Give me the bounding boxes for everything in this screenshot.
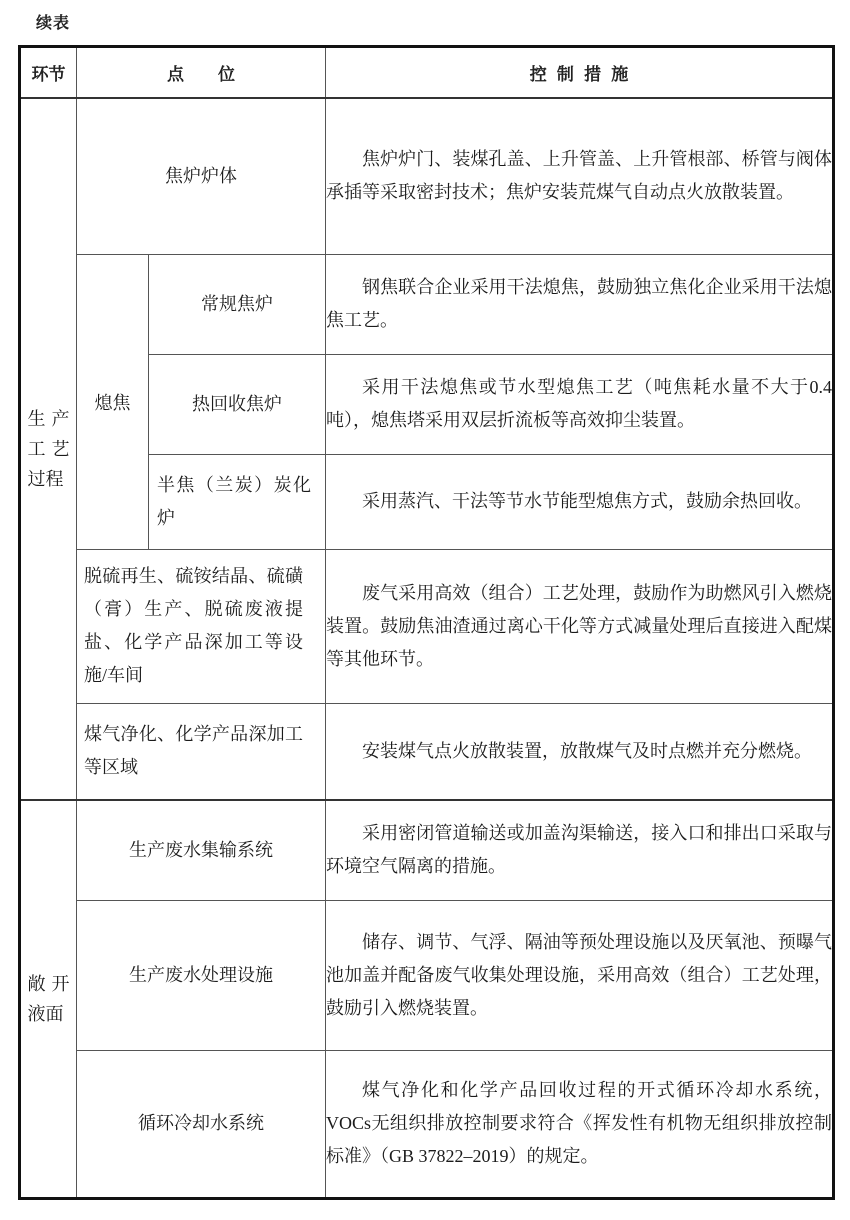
table-row (20, 900, 834, 1050)
measure-text: 安装煤气点火放散装置，放散煤气及时点燃并充分燃烧。 (362, 740, 812, 761)
stage-label: 敞开 液面 (27, 973, 70, 1024)
measure-cell (326, 98, 834, 254)
control-measures-table (18, 45, 835, 1200)
subgroup-quenching: 熄焦 (77, 254, 149, 549)
stage-label: 生产 工艺 过程 (27, 409, 70, 489)
measure-text: 采用干法熄焦或节水型熄焦工艺（吨焦耗水量不大于0.4吨），熄焦塔采用双层折流板等高效抑尘装置。 (326, 377, 832, 430)
table-row (20, 98, 834, 254)
measure-text: 采用蒸汽、干法等节水节能型熄焦方式，鼓励余热回收。 (362, 491, 812, 511)
header-link: 环节 (20, 47, 77, 99)
point-cell: 脱硫再生、硫铵结晶、硫磺（膏）生产、脱硫废液提盐、化学产品深加工等设施/车间 (77, 549, 326, 703)
measure-cell (326, 800, 834, 900)
point-cell: 焦炉炉体 (77, 98, 326, 254)
measure-cell (326, 703, 834, 800)
measure-text: 煤气净化和化学产品回收过程的开式循环冷却水系统，VOCs无组织排放控制要求符合《挥发性有机物无组织排放控制标准》（GB 37822–2019）的规定。 (326, 1080, 832, 1166)
point-cell: 生产废水处理设施 (77, 900, 326, 1050)
continued-table-label: 续表 (36, 15, 71, 32)
measure-text: 采用密闭管道输送或加盖沟渠输送，接入口和排出口采取与环境空气隔离的措施。 (326, 823, 832, 877)
header-point: 点位 (77, 47, 326, 99)
measure-cell (326, 1050, 834, 1198)
header-measures: 控制措施 (326, 47, 834, 99)
measure-cell (326, 549, 834, 703)
measure-text: 储存、调节、气浮、隔油等预处理设施以及厌氧池、预曝气池加盖并配备废气收集处理设施，采用高效（组合）工艺处理，鼓励引入燃烧装置。 (326, 931, 832, 1018)
table-row (20, 1050, 834, 1198)
stage-open-liquid-surface (20, 800, 77, 1198)
point-cell: 生产废水集输系统 (77, 800, 326, 900)
point-cell: 热回收焦炉 (149, 354, 326, 454)
measure-cell (326, 900, 834, 1050)
measure-cell (326, 354, 834, 454)
table-row (20, 703, 834, 800)
point-cell: 常规焦炉 (149, 254, 326, 354)
measure-text: 钢焦联合企业采用干法熄焦，鼓励独立焦化企业采用干法熄焦工艺。 (326, 277, 832, 330)
table-row (20, 549, 834, 703)
point-cell: 半焦（兰炭）炭化炉 (149, 454, 326, 549)
point-cell: 循环冷却水系统 (77, 1050, 326, 1198)
measure-text: 焦炉炉门、装煤孔盖、上升管盖、上升管根部、桥管与阀体承插等采取密封技术；焦炉安装荒煤气自动点火放散装置。 (326, 149, 832, 203)
table-row (20, 254, 834, 354)
measure-cell (326, 254, 834, 354)
measure-cell (326, 454, 834, 549)
table-row (20, 800, 834, 900)
point-cell: 煤气净化、化学产品深加工等区域 (77, 703, 326, 800)
table-header-row (20, 47, 834, 99)
measure-text: 废气采用高效（组合）工艺处理，鼓励作为助燃风引入燃烧装置。鼓励焦油渣通过离心干化等方式减量处理后直接进入配煤等其他环节。 (326, 582, 832, 669)
stage-production-process (20, 98, 77, 800)
